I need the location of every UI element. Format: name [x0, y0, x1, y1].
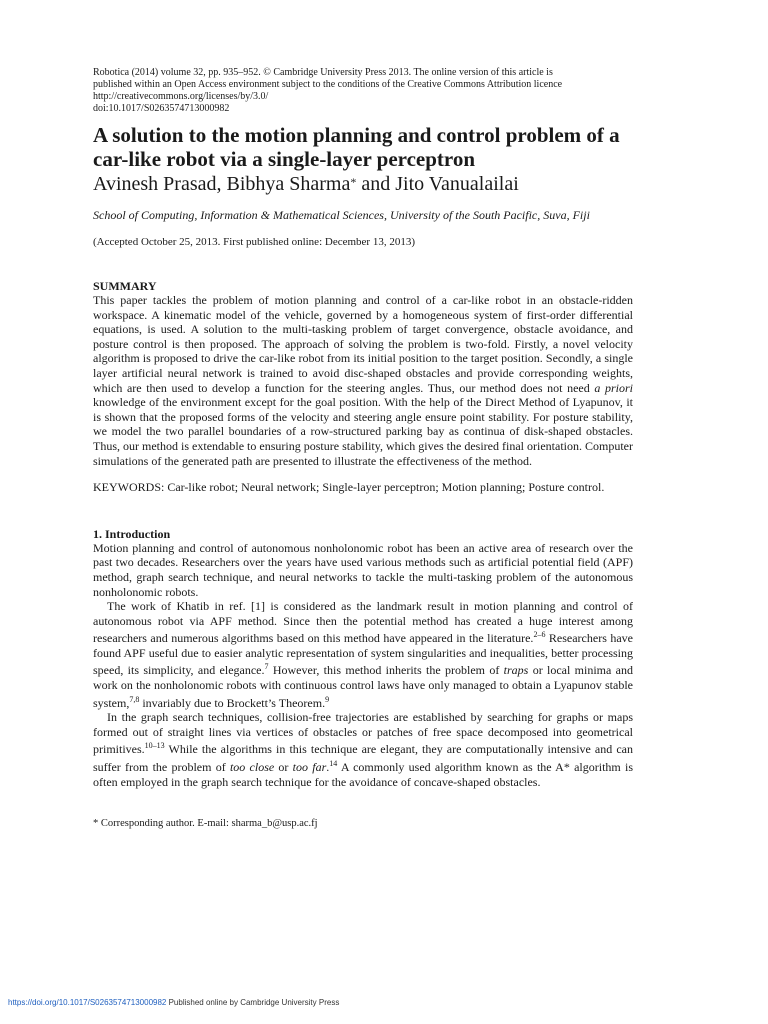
keywords: KEYWORDS: Car-like robot; Neural network; Single-layer perceptron; Motion planning; Posture control. [93, 480, 605, 495]
accepted-dates: (Accepted October 25, 2013. First published online: December 13, 2013) [93, 236, 415, 248]
article-page [93, 67, 633, 830]
p3-emphasis-2: too far [292, 760, 327, 775]
p3-text-d: . [326, 760, 330, 775]
header-line-2: published within an Open Access environment subject to the conditions of the Creative Commons Attribution licence [93, 79, 563, 90]
p3-text-c: or [274, 760, 293, 775]
citation: 10–13 [144, 741, 165, 751]
intro-paragraph-3 [93, 710, 633, 789]
p3-text-a: In the graph search techniques, collision-free trajectories are established by searching for graphs or maps formed out of straight lines via vertices of obstacles or patches of free space decomposed into geometrical primitives. [93, 710, 633, 757]
bottom-doi-bar [8, 998, 339, 1007]
summary-text-b: knowledge of the environment except for the goal position. With the help of the Direct Method of Lyapunov, it is shown that the proposed forms of the velocity and steering angle ensure point stability. For posture stability, we model the two parallel boundaries of a row-structured parking bay as continua of disk-shaped obstacles. Thus, our method is extendable to ensuring posture stability, which gives the desired final orientation. Computer simulations of the generated path are presented to illustrate the effectiveness of the method. [93, 395, 633, 468]
authors-last: and Jito Vanualailai [356, 173, 519, 195]
p2-text-e: invariably due to Brockett’s Theorem. [139, 695, 326, 710]
p2-text-b: Researchers have found APF useful due to easier analytic representation of system singularities and inequalities, better processing speed, its simplicity, and elegance. [93, 631, 633, 678]
introduction-heading: 1. Introduction [93, 526, 171, 541]
journal-header [93, 67, 633, 115]
intro-paragraph-2 [93, 599, 633, 710]
header-line-3: http://creativecommons.org/licenses/by/3.0/ [93, 91, 269, 102]
citation: 9 [325, 694, 330, 704]
p3-text-e: A commonly used algorithm known as the A* algorithm is often employed in the graph search technique for the avoidance of concave-shaped obstacles. [93, 760, 633, 789]
summary-heading: SUMMARY [93, 279, 157, 293]
corresponding-mark: * [350, 175, 357, 189]
p2-text-a: The work of Khatib in ref. [1] is considered as the landmark result in motion planning and control of autonomous robot via APF method. Since then the potential method has created a huge interest among researchers and numerous algorithms based on this method have appeared in the literature. [93, 599, 633, 646]
affiliation: School of Computing, Information & Mathematical Sciences, University of the South Pacific, Suva, Fiji [93, 208, 590, 222]
header-line-4: doi:10.1017/S0263574713000982 [93, 103, 230, 114]
citation: 14 [329, 759, 338, 769]
authors-first: Avinesh Prasad, Bibhya Sharma [93, 173, 351, 195]
p2-text-c: However, this method inherits the problem of [268, 663, 504, 678]
summary-text-a: This paper tackles the problem of motion planning and control of a car-like robot in an obstacle-ridden workspace. A kinematic model of the vehicle, governed by a homogeneous system of first-order differential equations, is used. A solution to the multi-tasking problem of target convergence, obstacle avoidance, and posture control is then proposed. The approach of solving the problem is two-fold. Firstly, a novel velocity algorithm is proposed to drive the car-like robot from its initial position to the target position. Secondly, a single layer artificial neural network is trained to avoid disc-shaped obstacles and provide corresponding weights, which are then used to develop a function for the steering angles. Thus, our method does not need [93, 293, 633, 395]
p3-text-b: While the algorithms in this technique are elegant, they are computationally intensive and can suffer from the problem of [93, 742, 633, 775]
article-title: A solution to the motion planning and control problem of a car-like robot via a single-layer perceptron [93, 123, 620, 171]
summary-emphasis: a priori [594, 380, 633, 395]
corresponding-author-footnote: * Corresponding author. E-mail: sharma_b@usp.ac.fj [93, 818, 318, 830]
p3-emphasis-1: too close [229, 760, 275, 775]
summary-text [93, 293, 633, 468]
p2-text-d: or local minima and work on the nonholonomic robots with continuous control laws have only managed to obtain a Lyapunov stable system, [93, 663, 633, 710]
published-online-note: Published online by Cambridge University Press [166, 998, 340, 1007]
citation: 7,8 [129, 694, 140, 704]
intro-paragraph-1: Motion planning and control of autonomous nonholonomic robot has been an active area of research over the past two decades. Researchers over the years have used various methods such as artificial potential field (APF) method, graph search technique, and neural networks to tackle the multi-tasking problem of the autonomous nonholonomic robots. [93, 540, 633, 599]
doi-link[interactable]: https://doi.org/10.1017/S0263574713000982 [8, 998, 167, 1007]
p2-emphasis: traps [503, 663, 529, 678]
citation: 7 [264, 662, 269, 672]
citation: 2–6 [533, 630, 546, 640]
author-list [93, 172, 633, 196]
header-line-1: Robotica (2014) volume 32, pp. 935–952. © Cambridge University Press 2013. The online version of this article is [93, 67, 553, 78]
